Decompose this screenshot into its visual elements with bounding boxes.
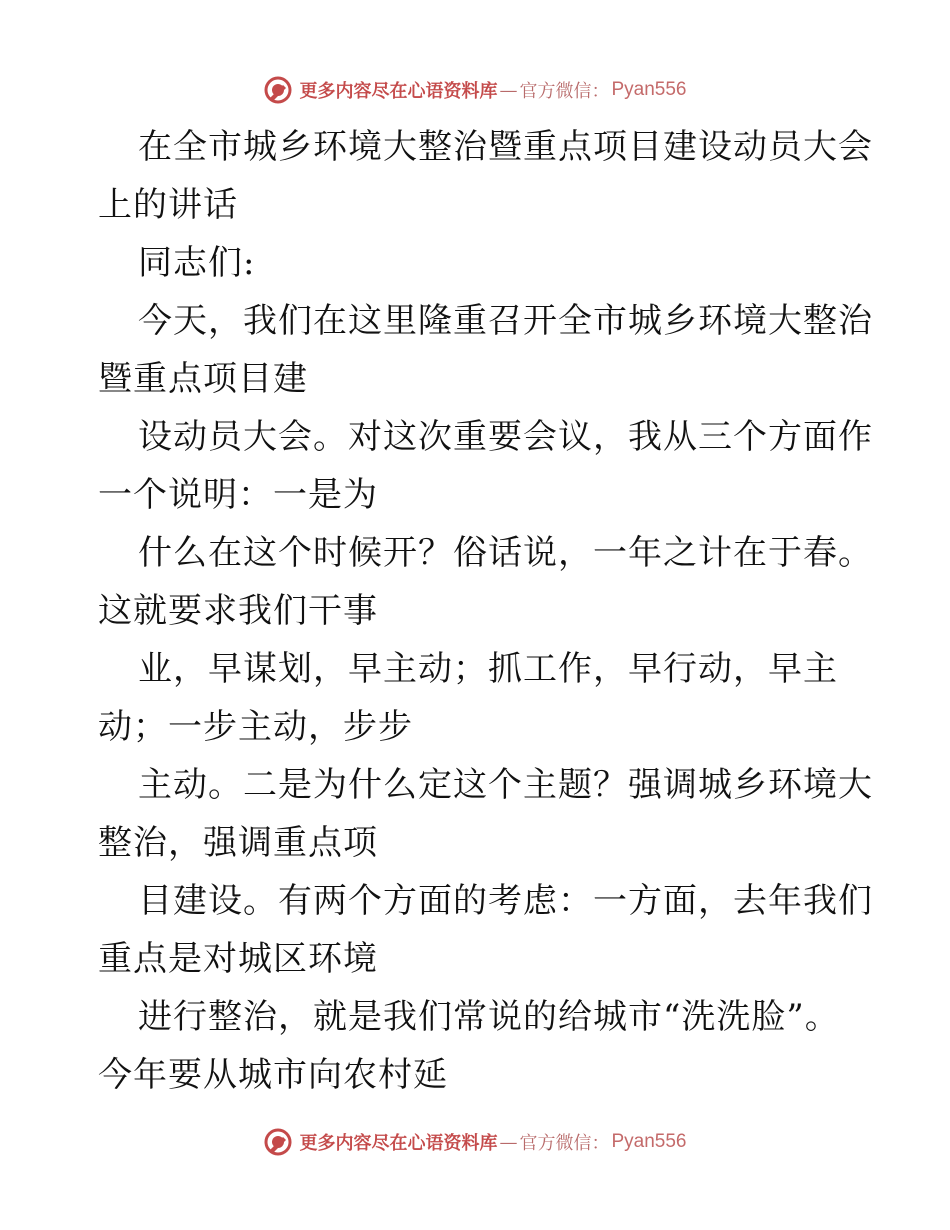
text-line: 今天，我们在这里隆重召开全市城乡环境大整治 bbox=[138, 301, 873, 341]
text-line: 什么在这个时候开？俗话说，一年之计在于春。 bbox=[138, 533, 873, 573]
text-line: 这就要求我们干事 bbox=[98, 591, 378, 631]
document-body bbox=[98, 118, 873, 1104]
text-line: 一个说明：一是为 bbox=[98, 475, 378, 515]
text-line: 上的讲话 bbox=[98, 185, 238, 225]
text-line: 暨重点项目建 bbox=[98, 359, 308, 399]
text-line: 业，早谋划，早主动；抓工作，早行动，早主 bbox=[138, 649, 838, 689]
header-watermark-banner bbox=[0, 72, 950, 108]
text-line: 重点是对城区环境 bbox=[98, 939, 378, 979]
banner-dash: — bbox=[499, 79, 518, 101]
pen-logo-icon bbox=[263, 75, 293, 105]
text-line: 进行整治，就是我们常说的给城市“洗洗脸”。 bbox=[138, 997, 840, 1037]
pen-logo-icon bbox=[263, 1127, 293, 1157]
banner-wechat-id: Pyan556 bbox=[611, 79, 687, 100]
text-line: 主动。二是为什么定这个主题？强调城乡环境大 bbox=[138, 765, 873, 805]
banner-dash: — bbox=[499, 1131, 518, 1153]
banner-wechat-label: 官方微信： bbox=[519, 81, 610, 102]
text-line: 今年要从城市向农村延 bbox=[98, 1055, 448, 1095]
banner-main-text: 更多内容尽在心语资料库 bbox=[299, 81, 498, 102]
text-line: 同志们: bbox=[138, 243, 256, 283]
banner-main-text: 更多内容尽在心语资料库 bbox=[299, 1133, 498, 1154]
text-line: 动；一步主动，步步 bbox=[98, 707, 413, 747]
text-line: 整治，强调重点项 bbox=[98, 823, 378, 863]
text-line: 设动员大会。对这次重要会议，我从三个方面作 bbox=[138, 417, 873, 457]
text-line: 目建设。有两个方面的考虑：一方面，去年我们 bbox=[138, 881, 873, 921]
banner-wechat-id: Pyan556 bbox=[611, 1131, 687, 1152]
footer-watermark-banner bbox=[0, 1124, 950, 1160]
text-line: 在全市城乡环境大整治暨重点项目建设动员大会 bbox=[138, 127, 873, 167]
banner-wechat-label: 官方微信： bbox=[519, 1133, 610, 1154]
